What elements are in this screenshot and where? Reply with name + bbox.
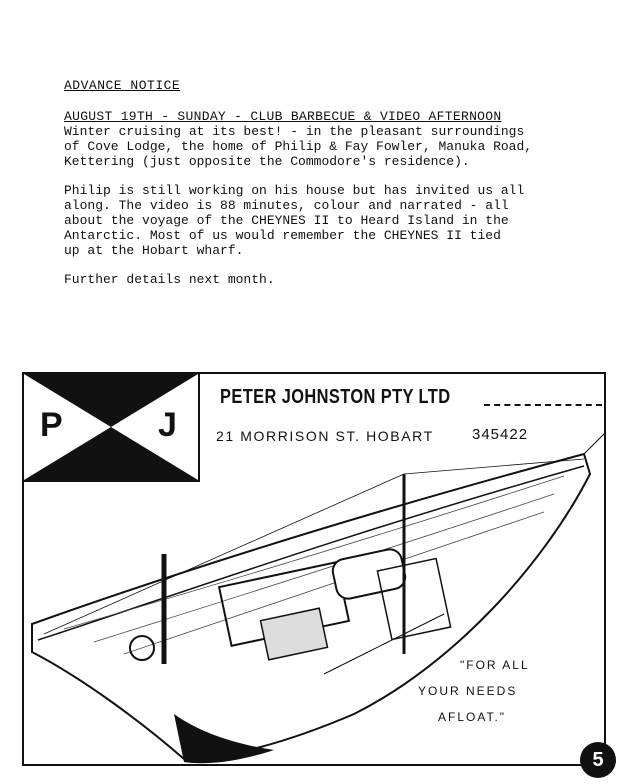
- paragraph-1: [64, 124, 584, 169]
- company-name: PETER JOHNSTON PTY LTD: [220, 386, 451, 408]
- flag-letter-j: J: [158, 406, 177, 444]
- paragraph-line: of Cove Lodge, the home of Philip & Fay Fowler, Manuka Road,: [64, 139, 533, 154]
- slogan-line: YOUR NEEDS: [418, 684, 518, 698]
- page-number: 5: [580, 742, 616, 778]
- paragraph-line: up at the Hobart wharf.: [64, 243, 244, 258]
- yacht-illustration: [24, 414, 604, 764]
- paragraph-3: Further details next month.: [64, 272, 275, 287]
- paragraph-line: about the voyage of the CHEYNES II to Heard Island in the: [64, 213, 509, 228]
- advance-notice: [64, 78, 584, 287]
- paragraph-line: Winter cruising at its best! - in the pleasant surroundings: [64, 124, 525, 139]
- notice-heading: ADVANCE NOTICE: [64, 78, 181, 93]
- company-underline: [484, 404, 602, 406]
- paragraph-line: Philip is still working on his house but has invited us all: [64, 183, 525, 198]
- paragraph-line: Antarctic. Most of us would remember the CHEYNES II tied: [64, 228, 501, 243]
- slogan-line: "FOR ALL: [460, 658, 530, 672]
- paragraph-line: along. The video is 88 minutes, colour and narrated - all: [64, 198, 509, 213]
- company-phone: 345422: [472, 426, 529, 443]
- company-address: 21 MORRISON ST. HOBART: [216, 428, 434, 444]
- paragraph-2: [64, 183, 584, 258]
- slogan-line: AFLOAT.": [438, 710, 507, 724]
- advertisement: [22, 372, 606, 766]
- event-title: AUGUST 19TH - SUNDAY - CLUB BARBECUE & VIDEO AFTERNOON: [64, 109, 502, 124]
- flag-letter-p: P: [40, 406, 63, 444]
- paragraph-line: Kettering (just opposite the Commodore's residence).: [64, 154, 470, 169]
